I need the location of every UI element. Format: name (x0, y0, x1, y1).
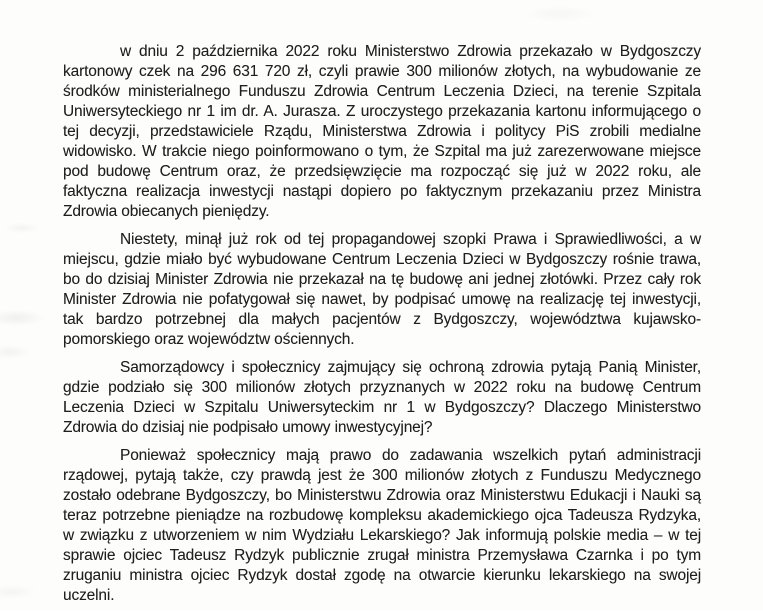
paragraph: Samorządowcy i społecznicy zajmujący się ochroną zdrowia pytają Panią Minister, gdzie podziało się 300 milionów złotych przyznanych w 2022 roku na budowę Centrum Leczenia Dzieci w Szpitalu Uniwersyteckim nr 1 w Bydgoszczy? Dlaczego Ministerstwo Zdrowia do dzisiaj nie podpisało umowy inwestycyjnej? (63, 359, 701, 436)
document-body (63, 42, 701, 614)
paragraph: Ponieważ społecznicy mają prawo do zadawania wszelkich pytań administracji rządowej, pytają także, czy prawdą jest że 300 milionów złotych z Funduszu Medycznego zostało odebrane Bydgoszczy, bo Ministerstwu Zdrowia oraz Ministerstwu Edukacji i Nauki są teraz potrzebne pieniądze na rozbudowę kompleksu akademickiego ojca Tadeusza Rydzyka, w związku z utworzeniem w nim Wydziału Lekarskiego? Jak informują polskie media – w tej sprawie ojciec Tadeusz Rydzyk publicznie zrugał ministra Przemysława Czarnka i po tym zruganiu ministra ojciec Rydzyk dostał zgodę na otwarcie kierunku lekarskiego na swojej uczelni. (63, 447, 701, 604)
paragraph: Niestety, minął już rok od tej propagandowej szopki Prawa i Sprawiedliwości, a w miejscu, gdzie miało być wybudowane Centrum Leczenia Dzieci w Bydgoszczy rośnie trawa, bo do dzisiaj Minister Zdrowia nie przekazał na tę budowę ani jednej złotówki. Przez cały rok Minister Zdrowia nie pofatygował się nawet, by podpisać umowę na realizację tej inwestycji, tak bardzo potrzebnej dla małych pacjentów z Bydgoszczy, województwa kujawsko-pomorskiego oraz województw ościennych. (63, 231, 701, 348)
paragraph: w dniu 2 października 2022 roku Ministerstwo Zdrowia przekazało w Bydgoszczy kartonowy czek na 296 631 720 zł, czyli prawie 300 milionów złotych, na wybudowanie ze środków ministerialnego Funduszu Zdrowia Centrum Leczenia Dzieci, na terenie Szpitala Uniwersyteckiego nr 1 im dr. A. Jurasza. Z uroczystego przekazania kartonu informującego o tej decyzji, przedstawiciele Rządu, Ministerstwa Zdrowia i politycy PiS zrobili medialne widowisko. W trakcie niego poinformowano o tym, że Szpital ma już zarezerwowane miejsce pod budowę Centrum oraz, że przedsięwzięcie ma rozpocząć się już w 2022 roku, ale faktyczna realizacja inwestycji nastąpi dopiero po faktycznym przekazaniu przez Ministra Zdrowia obiecanych pieniędzy. (63, 43, 701, 220)
